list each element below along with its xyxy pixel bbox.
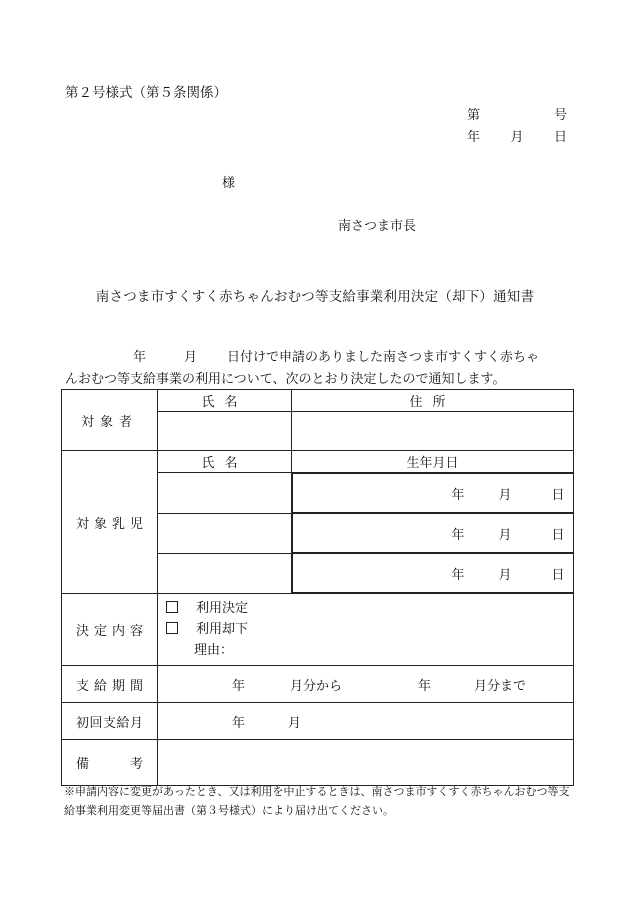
remarks-label: 備考 — [62, 740, 158, 786]
number-suffix: 号 — [553, 108, 567, 123]
first-month-label: 初回支給月 — [62, 703, 158, 740]
body-year: 年 — [133, 350, 147, 365]
birth-year: 年 — [451, 527, 465, 543]
first-month: 月 — [288, 715, 302, 731]
period-month-to: 月分まで — [474, 678, 527, 694]
birth-day: 日 — [551, 527, 565, 543]
subject-name-header: 氏名 — [158, 390, 292, 412]
reject-checkbox[interactable] — [166, 622, 178, 634]
remarks-cell[interactable] — [158, 740, 574, 786]
decision-cell — [158, 594, 574, 666]
date-day: 日 — [553, 130, 567, 145]
number-prefix: 第 — [467, 108, 481, 123]
body-line-1-rest: 日付けで申請のありました南さつま市すくすく赤ちゃ — [227, 350, 540, 365]
first-year: 年 — [232, 715, 246, 731]
period-label: 支給期間 — [62, 666, 158, 703]
footnote: ※申請内容に変更があったとき、又は利用を中止するときは、南さつま市すくすく赤ちゃんおむつ等支給事業利用変更等届出書（第３号様式）により届け出てください。 — [64, 785, 570, 817]
period-month-from: 月分から — [290, 678, 343, 694]
date-month: 月 — [510, 130, 524, 145]
birth-year: 年 — [451, 487, 465, 503]
decision-label: 決定内容 — [62, 594, 158, 666]
period-year-to: 年 — [418, 678, 432, 694]
first-month-cell[interactable] — [158, 703, 574, 740]
approve-checkbox[interactable] — [166, 601, 178, 613]
birthdate-cell[interactable] — [292, 473, 574, 513]
infant-name-cell[interactable] — [158, 513, 292, 553]
notice-table — [61, 389, 574, 786]
infant-name-header: 氏名 — [158, 451, 292, 473]
decision-reject-option[interactable] — [166, 619, 565, 640]
issue-date-line — [467, 126, 567, 145]
subject-address-cell[interactable] — [292, 412, 574, 451]
subject-address-header: 住所 — [292, 390, 574, 412]
infant-name-cell[interactable] — [158, 473, 292, 514]
subject-label: 対象者 — [62, 390, 158, 451]
birthdate-header: 生年月日 — [292, 451, 574, 473]
document-title: 南さつま市すくすく赤ちゃんおむつ等支給事業利用決定（却下）通知書 — [95, 289, 535, 305]
birth-day: 日 — [551, 487, 565, 503]
period-year-from: 年 — [232, 678, 246, 694]
birth-day: 日 — [551, 567, 565, 583]
addressee-suffix: 様 — [222, 176, 236, 191]
period-cell[interactable] — [158, 666, 574, 703]
decision-reason: 理由： — [194, 643, 234, 658]
body-line-2: んおむつ等支給事業の利用について、次のとおり決定したので通知します。 — [65, 372, 506, 387]
body-line-1 — [65, 347, 575, 369]
birth-month: 月 — [498, 487, 512, 503]
infant-name-cell[interactable] — [158, 553, 292, 594]
birth-month: 月 — [498, 527, 512, 543]
subject-name-cell[interactable] — [158, 412, 292, 451]
body-text — [65, 347, 575, 391]
form-number: 第２号様式（第５条関係） — [65, 85, 227, 101]
birthdate-cell[interactable] — [292, 553, 574, 593]
birth-month: 月 — [498, 567, 512, 583]
date-year: 年 — [467, 130, 481, 145]
issuer: 南さつま市長 — [338, 219, 417, 234]
infant-label: 対象乳児 — [62, 451, 158, 594]
document-number-line — [467, 104, 567, 123]
body-month: 月 — [184, 350, 198, 365]
decision-approve-option[interactable] — [166, 598, 565, 619]
birth-year: 年 — [451, 567, 465, 583]
reject-label: 利用却下 — [196, 622, 249, 637]
approve-label: 利用決定 — [196, 601, 249, 616]
birthdate-cell[interactable] — [292, 513, 574, 553]
